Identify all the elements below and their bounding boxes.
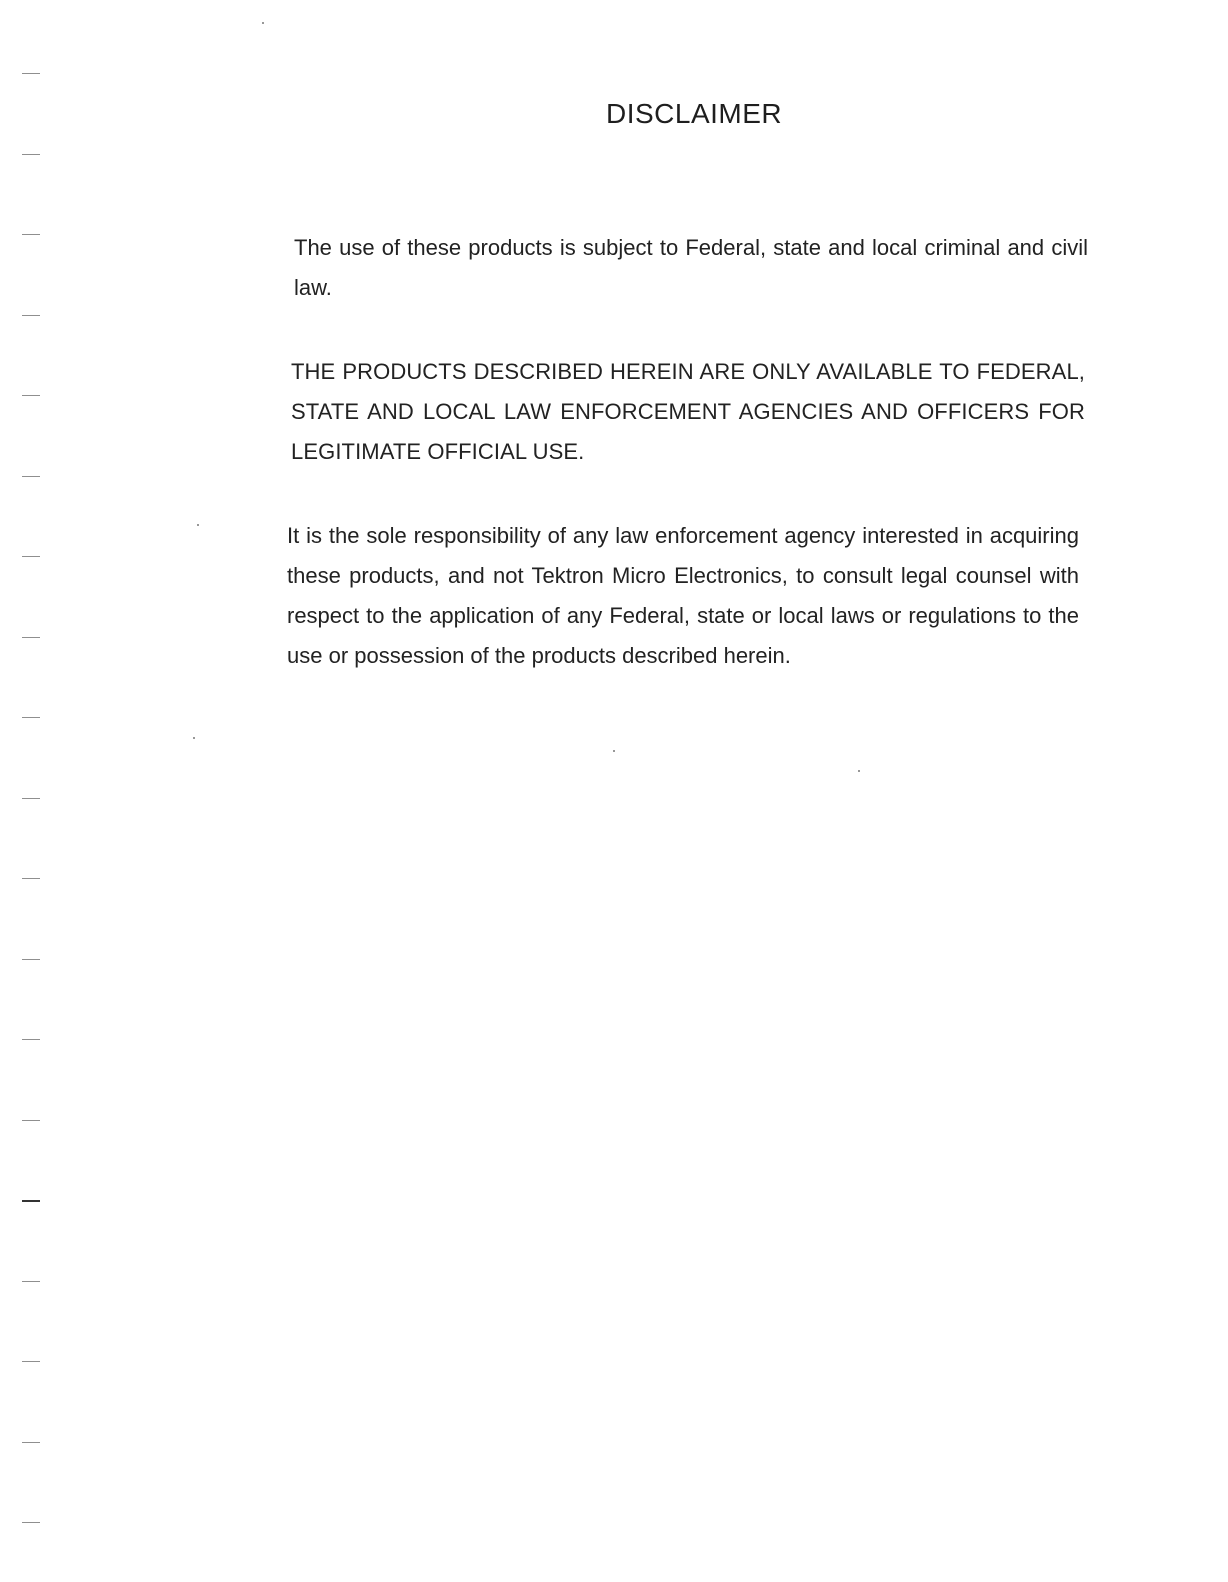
edge-mark xyxy=(22,798,40,799)
paragraph-legal-notice: The use of these products is subject to Federal, state and local criminal and civil law. xyxy=(294,235,1088,300)
edge-mark xyxy=(22,1361,40,1362)
page-title: DISCLAIMER xyxy=(606,98,783,129)
edge-mark xyxy=(22,1442,40,1443)
edge-mark xyxy=(22,154,40,155)
scan-speck xyxy=(613,750,615,752)
edge-mark xyxy=(22,1120,40,1121)
edge-mark xyxy=(22,556,40,557)
scan-speck xyxy=(262,22,264,24)
edge-mark xyxy=(22,717,40,718)
scan-speck xyxy=(197,524,199,526)
edge-mark xyxy=(22,315,40,316)
edge-mark xyxy=(22,1281,40,1282)
scan-speck xyxy=(858,770,860,772)
edge-mark xyxy=(22,73,40,74)
edge-mark xyxy=(22,1200,40,1202)
edge-mark xyxy=(22,234,40,235)
edge-mark xyxy=(22,878,40,879)
edge-mark xyxy=(22,395,40,396)
edge-mark xyxy=(22,476,40,477)
edge-mark xyxy=(22,959,40,960)
paragraph-responsibility: It is the sole responsibility of any law enforcement agency interested in acquiring these products, and not Tektron Micro Electronics, to consult legal counsel with respect to the application of any Federal, state or local laws or regulations to the use or possession of the products described herein. xyxy=(287,523,1079,668)
scan-speck xyxy=(193,737,195,739)
edge-mark xyxy=(22,1522,40,1523)
edge-mark xyxy=(22,1039,40,1040)
edge-mark xyxy=(22,637,40,638)
paragraph-availability: THE PRODUCTS DESCRIBED HEREIN ARE ONLY AVAILABLE TO FEDERAL, STATE AND LOCAL LAW ENFORCEMENT AGENCIES AND OFFICERS FOR LEGITIMATE OFFICIAL USE. xyxy=(291,359,1085,464)
